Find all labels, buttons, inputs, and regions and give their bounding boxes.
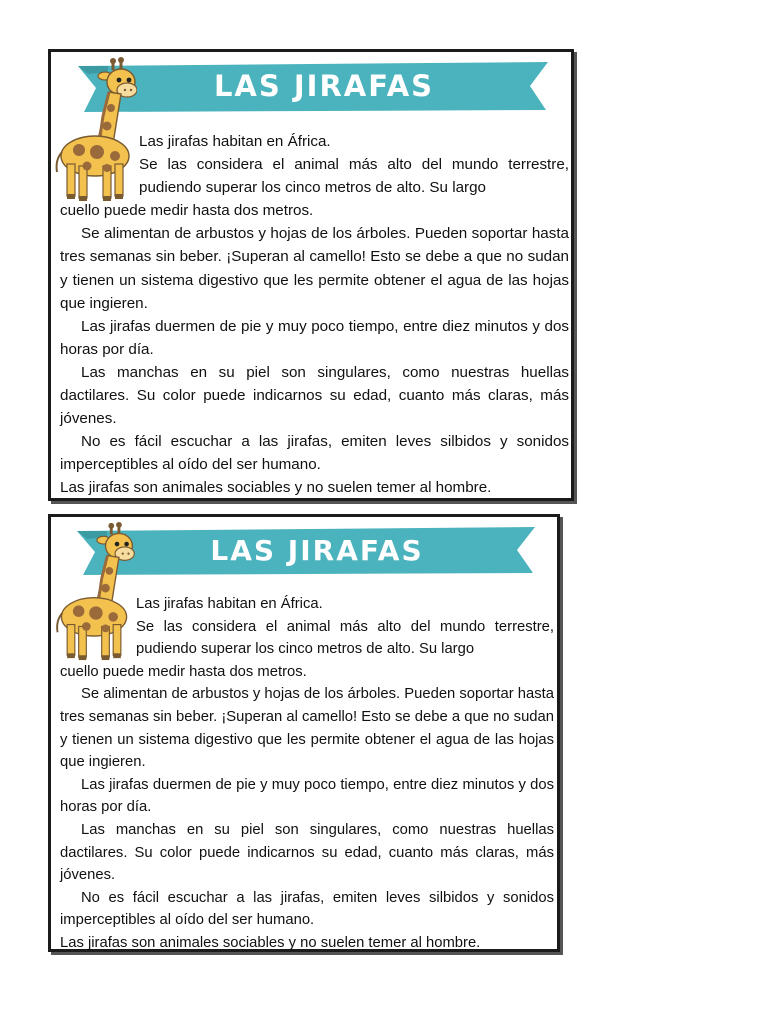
card-title: LAS JIRAFAS bbox=[213, 69, 435, 103]
paragraph-2b: cuello puede medir hasta dos metros. bbox=[60, 202, 314, 220]
paragraph-7: Las jirafas son animales sociables y no suelen temer al hombre. bbox=[60, 934, 481, 951]
reading-card-2 bbox=[48, 514, 560, 952]
paragraph-1: Las jirafas habitan en África. bbox=[136, 596, 323, 612]
paragraph-4: Las jirafas duermen de pie y muy poco tiempo, entre diez minutos y dos horas por día. bbox=[60, 776, 554, 816]
card-title: LAS JIRAFAS bbox=[210, 533, 424, 567]
paragraph-4: Las jirafas duermen de pie y muy poco tiempo, entre diez minutos y dos horas por día. bbox=[60, 317, 569, 358]
paragraph-5: Las manchas en su piel son singulares, como nuestras huellas dactilares. Su color puede indicarnos su edad, cuanto más claras, más jóvenes. bbox=[60, 821, 554, 884]
title-banner bbox=[77, 525, 535, 575]
paragraph-6: No es fácil escuchar a las jirafas, emiten leves silbidos y sonidos imperceptibles al oído del ser humano. bbox=[60, 433, 569, 474]
paragraph-2a: Se las considera el animal más alto del mundo terrestre, pudiendo superar los cinco metros de alto. Su largo bbox=[136, 618, 554, 658]
paragraph-5: Las manchas en su piel son singulares, como nuestras huellas dactilares. Su color puede indicarnos su edad, cuanto más claras, más jóvenes. bbox=[60, 363, 569, 428]
paragraph-6: No es fácil escuchar a las jirafas, emiten leves silbidos y sonidos imperceptibles al oído del ser humano. bbox=[60, 889, 554, 929]
paragraph-1: Las jirafas habitan en África. bbox=[139, 133, 331, 150]
title-banner bbox=[78, 60, 548, 112]
paragraph-7: Las jirafas son animales sociables y no suelen temer al hombre. bbox=[60, 479, 492, 497]
paragraph-2b: cuello puede medir hasta dos metros. bbox=[60, 663, 307, 680]
paragraph-2a: Se las considera el animal más alto del mundo terrestre, pudiendo superar los cinco metros de alto. Su largo bbox=[139, 156, 569, 197]
article-body bbox=[60, 130, 569, 500]
paragraph-3: Se alimentan de arbustos y hojas de los árboles. Pueden soportar hasta tres semanas sin beber. ¡Superan al camello! Esto se debe a que no sudan y tienen un sistema digestivo que les permite obtener el agua de las hojas que ingieren. bbox=[60, 686, 554, 771]
article-body bbox=[60, 593, 554, 955]
reading-card-1 bbox=[48, 49, 574, 501]
paragraph-3: Se alimentan de arbustos y hojas de los árboles. Pueden soportar hasta tres semanas sin beber. ¡Superan al camello! Esto se debe a que no sudan y tienen un sistema digestivo que les permite obtener el agua de las hojas que ingieren. bbox=[60, 225, 569, 312]
